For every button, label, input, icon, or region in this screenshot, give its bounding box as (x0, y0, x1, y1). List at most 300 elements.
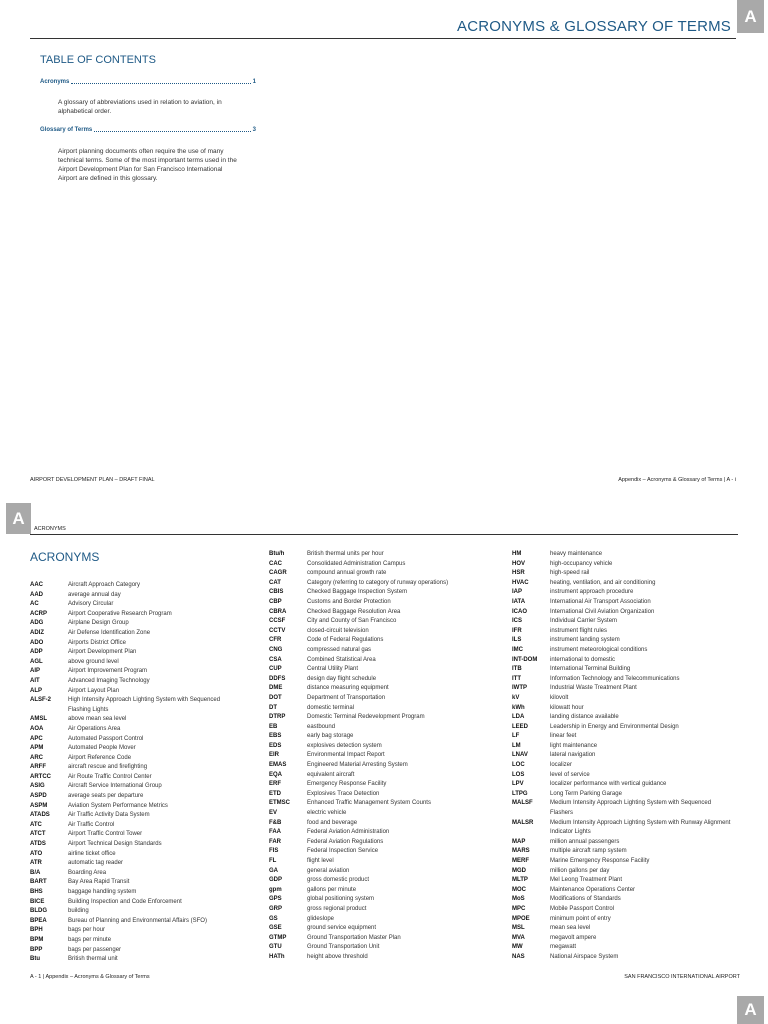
acronym-definition: Explosives Trace Detection (307, 790, 380, 797)
acronym-definition: megawatt (550, 944, 577, 951)
acronym-definition: Individual Carrier System (550, 618, 618, 625)
toc-entry-glossary[interactable] (40, 127, 256, 133)
acronym-row (269, 924, 484, 934)
acronym-definition: British thermal units per hour (307, 551, 384, 557)
footer-left: A - 1 | Appendix – Acronyms & Glossary of Terms (30, 974, 150, 980)
acronym-definition: above ground level (68, 658, 119, 665)
acronym-abbreviation: ADIZ (30, 629, 44, 636)
acronym-abbreviation: CUP (269, 666, 282, 673)
acronym-row (30, 821, 240, 831)
acronym-definition: Aircraft Approach Category (68, 582, 141, 588)
section-label: ACRONYMS (34, 526, 66, 532)
acronym-abbreviation: AMSL (30, 716, 47, 723)
acronym-abbreviation: EQA (269, 771, 283, 778)
acronym-definition: million gallons per day (550, 867, 610, 874)
acronym-abbreviation: BPP (30, 946, 43, 953)
acronym-definition: Mobile Passport Control (550, 905, 615, 912)
acronym-definition: Long Term Parking Garage (550, 790, 622, 797)
acronym-row (30, 735, 240, 745)
toc-entry-description: A glossary of abbreviations used in relation to aviation, in alphabetical order. (58, 99, 222, 115)
acronym-definition: global positioning system (307, 896, 375, 903)
acronym-row (30, 610, 240, 620)
acronym-definition: Domestic Terminal Redevelopment Program (307, 714, 425, 721)
acronym-row (30, 955, 240, 965)
acronym-definition: Automated People Mover (68, 745, 136, 752)
acronym-abbreviation: MPOE (512, 915, 530, 922)
acronym-abbreviation: EIR (269, 752, 280, 759)
acronym-row (269, 636, 484, 646)
acronym-row (269, 569, 484, 579)
acronym-abbreviation: HATh (269, 953, 285, 960)
acronym-abbreviation: ASPD (30, 793, 47, 800)
acronym-abbreviation: Btu/h (269, 551, 285, 557)
acronym-definition: multiple aircraft ramp system (550, 848, 627, 855)
acronym-row (512, 915, 732, 925)
acronym-row (269, 799, 484, 809)
acronym-definition: Leadership in Energy and Environmental Design (550, 723, 679, 730)
acronym-abbreviation: kWh (512, 704, 525, 711)
acronym-definition: High Intensity Approach Lighting System with Sequenced Flashing Lights (68, 697, 221, 713)
toc-leader-dots (94, 131, 250, 132)
acronym-abbreviation: B/A (30, 869, 41, 876)
acronym-abbreviation: ACRP (30, 610, 48, 617)
acronym-abbreviation: BART (30, 879, 47, 886)
acronym-row (512, 771, 732, 781)
acronym-abbreviation: AOA (30, 725, 44, 732)
acronym-definition: baggage handling system (68, 889, 137, 895)
acronym-abbreviation: ADP (30, 649, 43, 656)
acronym-definition: glideslope (307, 915, 335, 922)
acronym-row (269, 943, 484, 953)
acronym-definition: heavy maintenance (550, 551, 603, 557)
acronym-definition: Enhanced Traffic Management System Counts (307, 800, 431, 807)
acronym-row (30, 859, 240, 869)
acronym-row (512, 627, 732, 637)
acronym-abbreviation: ARC (30, 754, 43, 761)
acronym-definition: Air Operations Area (68, 725, 121, 732)
acronym-definition: British thermal unit (68, 956, 118, 963)
acronym-abbreviation: IATA (512, 598, 526, 605)
acronym-definition: bags per minute (68, 936, 112, 943)
acronym-abbreviation: ATADS (30, 812, 50, 819)
acronym-row (512, 819, 732, 838)
toc-entry-page: 1 (252, 79, 256, 85)
acronym-abbreviation: ARTCC (30, 773, 51, 780)
acronym-definition: Air Traffic Activity Data System (68, 812, 150, 819)
acronym-row (512, 953, 732, 963)
acronym-definition: Airports District Office (68, 639, 126, 646)
acronym-abbreviation: DT (269, 704, 277, 711)
acronym-definition: Building Inspection and Code Enforcement (68, 898, 182, 905)
acronym-row (512, 704, 732, 714)
acronym-abbreviation: MW (512, 944, 523, 951)
acronym-abbreviation: ASIG (30, 783, 45, 790)
acronym-row (269, 579, 484, 589)
acronym-row (30, 917, 240, 927)
acronym-row (30, 898, 240, 908)
acronym-abbreviation: GDP (269, 877, 283, 884)
acronym-abbreviation: CAGR (269, 570, 287, 577)
acronym-row (269, 905, 484, 915)
acronym-row (512, 646, 732, 656)
acronym-row (30, 936, 240, 946)
acronym-abbreviation: CBRA (269, 608, 287, 615)
acronym-abbreviation: ARFF (30, 764, 46, 771)
acronym-definition: heating, ventilation, and air conditioning (550, 579, 656, 586)
acronym-row (30, 878, 240, 888)
acronym-definition: Advanced Imaging Technology (68, 677, 150, 684)
acronym-row (512, 751, 732, 761)
acronym-row (30, 811, 240, 821)
acronym-row (30, 619, 240, 629)
acronym-definition: kilovolt (550, 694, 569, 701)
acronym-row (269, 608, 484, 618)
acronym-abbreviation: HM (512, 551, 522, 557)
acronym-row (512, 569, 732, 579)
acronym-definition: Medium Intensity Approach Lighting System with Sequenced Flashers (550, 800, 712, 817)
acronym-definition: Aircraft Service International Group (68, 783, 162, 790)
acronym-definition: Aviation System Performance Metrics (68, 802, 168, 809)
acronym-abbreviation: MLTP (512, 877, 528, 884)
acronym-definition: Boarding Area (68, 869, 107, 876)
acronym-row (512, 665, 732, 675)
acronym-definition: Industrial Waste Treatment Plant (550, 685, 637, 692)
acronym-row (269, 819, 484, 829)
acronym-abbreviation: MoS (512, 896, 525, 903)
acronym-abbreviation: FAR (269, 838, 281, 845)
acronym-abbreviation: BHS (30, 889, 43, 895)
acronym-row (512, 886, 732, 896)
acronym-abbreviation: LOS (512, 771, 525, 778)
acronym-definition: automatic tag reader (68, 860, 124, 867)
acronym-row (512, 675, 732, 685)
acronym-abbreviation: AIP (30, 668, 41, 675)
acronym-abbreviation: BPH (30, 927, 43, 934)
acronym-row (30, 744, 240, 754)
acronym-abbreviation: EBS (269, 733, 282, 740)
acronym-abbreviation: LOC (512, 762, 525, 769)
acronym-definition: lateral navigation (550, 752, 596, 759)
acronym-row (269, 627, 484, 637)
acronym-row (512, 560, 732, 570)
acronym-abbreviation: MARS (512, 848, 530, 855)
appendix-tab: A (737, 0, 764, 33)
acronym-row (512, 608, 732, 618)
acronym-definition: Consolidated Administration Campus (307, 560, 406, 567)
footer-left: AIRPORT DEVELOPMENT PLAN – DRAFT FINAL (30, 477, 155, 483)
acronym-definition: flight level (307, 858, 334, 864)
acronym-definition: light maintenance (550, 742, 598, 749)
acronym-definition: explosives detection system (307, 742, 382, 749)
acronym-abbreviation: MAP (512, 838, 526, 845)
acronym-definition: kilowatt hour (550, 704, 584, 711)
header-rule (30, 534, 738, 535)
acronym-definition: City and County of San Francisco (307, 618, 397, 625)
acronym-row (30, 888, 240, 898)
acronyms-heading: ACRONYMS (30, 550, 100, 564)
acronym-row (269, 886, 484, 896)
acronym-row (512, 636, 732, 646)
acronym-definition: Federal Aviation Administration (307, 829, 390, 836)
acronym-abbreviation: ADO (30, 639, 44, 646)
acronym-definition: Combined Statistical Area (307, 656, 376, 663)
acronym-abbreviation: ICAO (512, 608, 527, 615)
acronym-definition: closed-circuit television (307, 627, 369, 634)
acronym-row (512, 799, 732, 818)
acronym-row (30, 792, 240, 802)
acronym-definition: equivalent aircraft (307, 771, 355, 778)
acronym-abbreviation: ERF (269, 781, 281, 788)
acronym-abbreviation: EDS (269, 742, 282, 749)
acronym-definition: height above threshold (307, 953, 368, 960)
acronym-column-3 (512, 550, 732, 963)
acronym-abbreviation: ADG (30, 620, 44, 627)
acronym-abbreviation: F&B (269, 819, 282, 826)
acronym-definition: Federal Inspection Service (307, 848, 379, 855)
acronym-abbreviation: CFR (269, 637, 282, 644)
toc-entry-description: Airport planning documents often require the use of many technical terms. Some of the most important terms used in the Airport Development Plan for San Francisco International Airport are defined in this glossary. (58, 148, 237, 182)
acronym-row (30, 725, 240, 735)
acronym-definition: Airport Development Plan (68, 649, 137, 656)
acronym-abbreviation: MALSF (512, 800, 533, 807)
acronym-abbreviation: MALSR (512, 819, 534, 826)
acronym-definition: building (68, 908, 89, 915)
acronym-abbreviation: GTMP (269, 934, 287, 941)
acronym-definition: Air Route Traffic Control Center (68, 773, 152, 780)
acronym-row (30, 850, 240, 860)
acronym-definition: Information Technology and Telecommunications (550, 675, 680, 682)
acronym-definition: Airport Improvement Program (68, 668, 148, 675)
acronym-definition: average seats per departure (68, 793, 144, 800)
acronym-row (269, 550, 484, 560)
footer-right: Appendix – Acronyms & Glossary of Terms | A - i (618, 477, 736, 483)
acronym-row (512, 876, 732, 886)
acronym-definition: localizer performance with vertical guidance (550, 781, 667, 788)
acronym-definition: level of service (550, 771, 590, 778)
acronym-abbreviation: CAT (269, 579, 281, 586)
acronym-abbreviation: Btu (30, 956, 40, 963)
acronym-row (30, 581, 240, 591)
acronym-abbreviation: AIT (30, 677, 40, 684)
acronym-abbreviation: GPS (269, 896, 282, 903)
acronym-row (512, 723, 732, 733)
acronym-row (512, 684, 732, 694)
acronym-row (512, 656, 732, 666)
acronym-row (30, 830, 240, 840)
acronym-definition: Marine Emergency Response Facility (550, 858, 650, 864)
acronym-definition: Air Traffic Control (68, 821, 115, 828)
acronym-row (269, 771, 484, 781)
acronym-row (30, 754, 240, 764)
acronym-definition: Bay Area Rapid Transit (68, 879, 130, 886)
acronym-row (269, 915, 484, 925)
acronym-row (30, 869, 240, 879)
acronym-definition: Advisory Circular (68, 601, 114, 608)
acronym-abbreviation: INT-DOM (512, 656, 538, 663)
acronym-row (512, 838, 732, 848)
acronym-definition: airline ticket office (68, 850, 116, 857)
acronym-abbreviation: FL (269, 858, 277, 864)
toc-entry-acronyms[interactable] (40, 79, 256, 85)
acronym-abbreviation: CSA (269, 656, 282, 663)
acronym-row (269, 847, 484, 857)
acronym-row (269, 953, 484, 963)
acronym-definition: Checked Baggage Inspection System (307, 589, 408, 596)
acronym-row (512, 550, 732, 560)
acronym-definition: Airport Cooperative Research Program (68, 610, 172, 617)
acronym-abbreviation: AAD (30, 591, 43, 598)
acronym-definition: eastbound (307, 723, 336, 730)
acronym-definition: Mel Leong Treatment Plant (550, 877, 623, 884)
acronym-definition: Checked Baggage Resolution Area (307, 608, 401, 615)
acronym-row (512, 713, 732, 723)
acronym-definition: Engineered Material Arresting System (307, 762, 408, 769)
acronym-row (512, 617, 732, 627)
acronym-definition: Category (referring to category of runway operations) (307, 579, 449, 586)
acronym-row (30, 802, 240, 812)
acronym-row (30, 782, 240, 792)
acronym-row (30, 926, 240, 936)
acronym-abbreviation: BICE (30, 898, 45, 905)
acronym-definition: Central Utility Plant (307, 666, 359, 673)
acronym-row (269, 838, 484, 848)
acronym-definition: electric vehicle (307, 810, 347, 817)
acronym-definition: general aviation (307, 867, 350, 874)
acronym-abbreviation: AC (30, 601, 39, 608)
acronym-definition: localizer (550, 762, 573, 769)
acronym-abbreviation: GA (269, 867, 278, 874)
acronym-definition: Environmental Impact Report (307, 752, 385, 759)
toc-entry-label: Acronyms (40, 79, 70, 85)
acronym-row (512, 761, 732, 771)
acronym-row (30, 946, 240, 956)
acronym-definition: bags per hour (68, 927, 106, 934)
acronym-abbreviation: EB (269, 723, 278, 730)
acronym-row (269, 665, 484, 675)
acronym-row (269, 780, 484, 790)
acronym-row (512, 790, 732, 800)
acronym-definition: Medium Intensity Approach Lighting System with Runway Alignment Indicator Lights (550, 819, 731, 836)
acronym-abbreviation: LTPG (512, 790, 528, 797)
acronym-definition: compound annual growth rate (307, 570, 387, 577)
acronym-definition: Automated Passport Control (68, 735, 144, 742)
acronym-abbreviation: GSE (269, 925, 282, 932)
acronym-row (512, 905, 732, 915)
acronym-abbreviation: DDFS (269, 675, 286, 682)
acronym-row (30, 600, 240, 610)
acronym-definition: ground service equipment (307, 925, 377, 932)
acronym-abbreviation: ITB (512, 666, 522, 673)
acronym-definition: average annual day (68, 591, 121, 598)
acronym-definition: International Civil Aviation Organization (550, 608, 655, 615)
acronym-abbreviation: ETMSC (269, 800, 290, 807)
acronym-row (269, 732, 484, 742)
header-rule (30, 38, 736, 39)
acronym-row (269, 790, 484, 800)
acronym-abbreviation: ITT (512, 675, 521, 682)
acronym-row (512, 780, 732, 790)
acronym-row (512, 867, 732, 877)
acronym-definition: Bureau of Planning and Environmental Affairs (SFO) (68, 917, 207, 924)
acronym-abbreviation: AAC (30, 582, 43, 588)
acronym-abbreviation: HOV (512, 560, 526, 567)
acronym-abbreviation: CBIS (269, 589, 284, 596)
acronym-definition: instrument landing system (550, 637, 620, 644)
acronym-row (512, 857, 732, 867)
acronym-definition: Maintenance Operations Center (550, 886, 636, 893)
acronym-abbreviation: IAP (512, 589, 523, 596)
acronym-row (30, 629, 240, 639)
acronym-definition: Airport Technical Design Standards (68, 841, 162, 848)
acronym-row (30, 715, 240, 725)
acronym-abbreviation: gpm (269, 886, 282, 893)
acronym-definition: Airport Layout Plan (68, 687, 120, 694)
acronym-definition: gross domestic product (307, 877, 370, 884)
acronym-definition: Emergency Response Facility (307, 781, 387, 788)
acronym-definition: instrument meteorological conditions (550, 646, 648, 653)
acronym-definition: Airport Reference Code (68, 754, 132, 761)
acronym-definition: Air Defense Identification Zone (68, 629, 151, 636)
acronym-abbreviation: MVA (512, 934, 525, 941)
acronym-row (512, 588, 732, 598)
acronym-abbreviation: ATR (30, 860, 42, 867)
acronym-abbreviation: APM (30, 745, 44, 752)
acronym-abbreviation: FAA (269, 829, 281, 836)
acronym-definition: million annual passengers (550, 838, 620, 845)
acronym-row (269, 876, 484, 886)
acronym-abbreviation: AGL (30, 658, 43, 665)
toc-heading: TABLE OF CONTENTS (40, 54, 156, 66)
acronym-row (269, 751, 484, 761)
acronym-definition: distance measuring equipment (307, 685, 389, 692)
acronym-definition: gross regional product (307, 905, 367, 912)
acronym-definition: Federal Aviation Regulations (307, 838, 384, 845)
acronym-abbreviation: MSL (512, 925, 525, 932)
acronym-definition: high-occupancy vehicle (550, 560, 613, 567)
acronym-row (30, 639, 240, 649)
acronym-row (269, 704, 484, 714)
acronym-abbreviation: LDA (512, 714, 525, 721)
footer-right: SAN FRANCISCO INTERNATIONAL AIRPORT (624, 974, 740, 980)
acronym-definition: compressed natural gas (307, 646, 372, 653)
acronym-abbreviation: EMAS (269, 762, 287, 769)
acronym-row (30, 591, 240, 601)
acronym-abbreviation: FIS (269, 848, 279, 855)
toc-leader-dots (71, 83, 250, 84)
acronym-row (512, 924, 732, 934)
acronym-abbreviation: LM (512, 742, 521, 749)
acronym-row (30, 773, 240, 783)
acronym-definition: domestic terminal (307, 704, 355, 711)
acronym-row (269, 934, 484, 944)
acronym-row (269, 723, 484, 733)
page-title: ACRONYMS & GLOSSARY OF TERMS (457, 18, 731, 35)
acronym-definition: International Air Transport Association (550, 598, 651, 605)
acronym-row (269, 895, 484, 905)
acronym-column-2 (269, 550, 484, 963)
acronym-abbreviation: BPM (30, 936, 44, 943)
acronym-row (269, 867, 484, 877)
acronym-abbreviation: CAC (269, 560, 282, 567)
acronym-abbreviation: GRP (269, 905, 283, 912)
acronym-abbreviation: CCTV (269, 627, 286, 634)
appendix-tab: A (6, 503, 31, 534)
acronym-definition: Customs and Border Protection (307, 598, 391, 605)
acronym-row (30, 667, 240, 677)
acronym-abbreviation: EV (269, 810, 278, 817)
acronym-row (269, 684, 484, 694)
acronym-abbreviation: HVAC (512, 579, 529, 586)
